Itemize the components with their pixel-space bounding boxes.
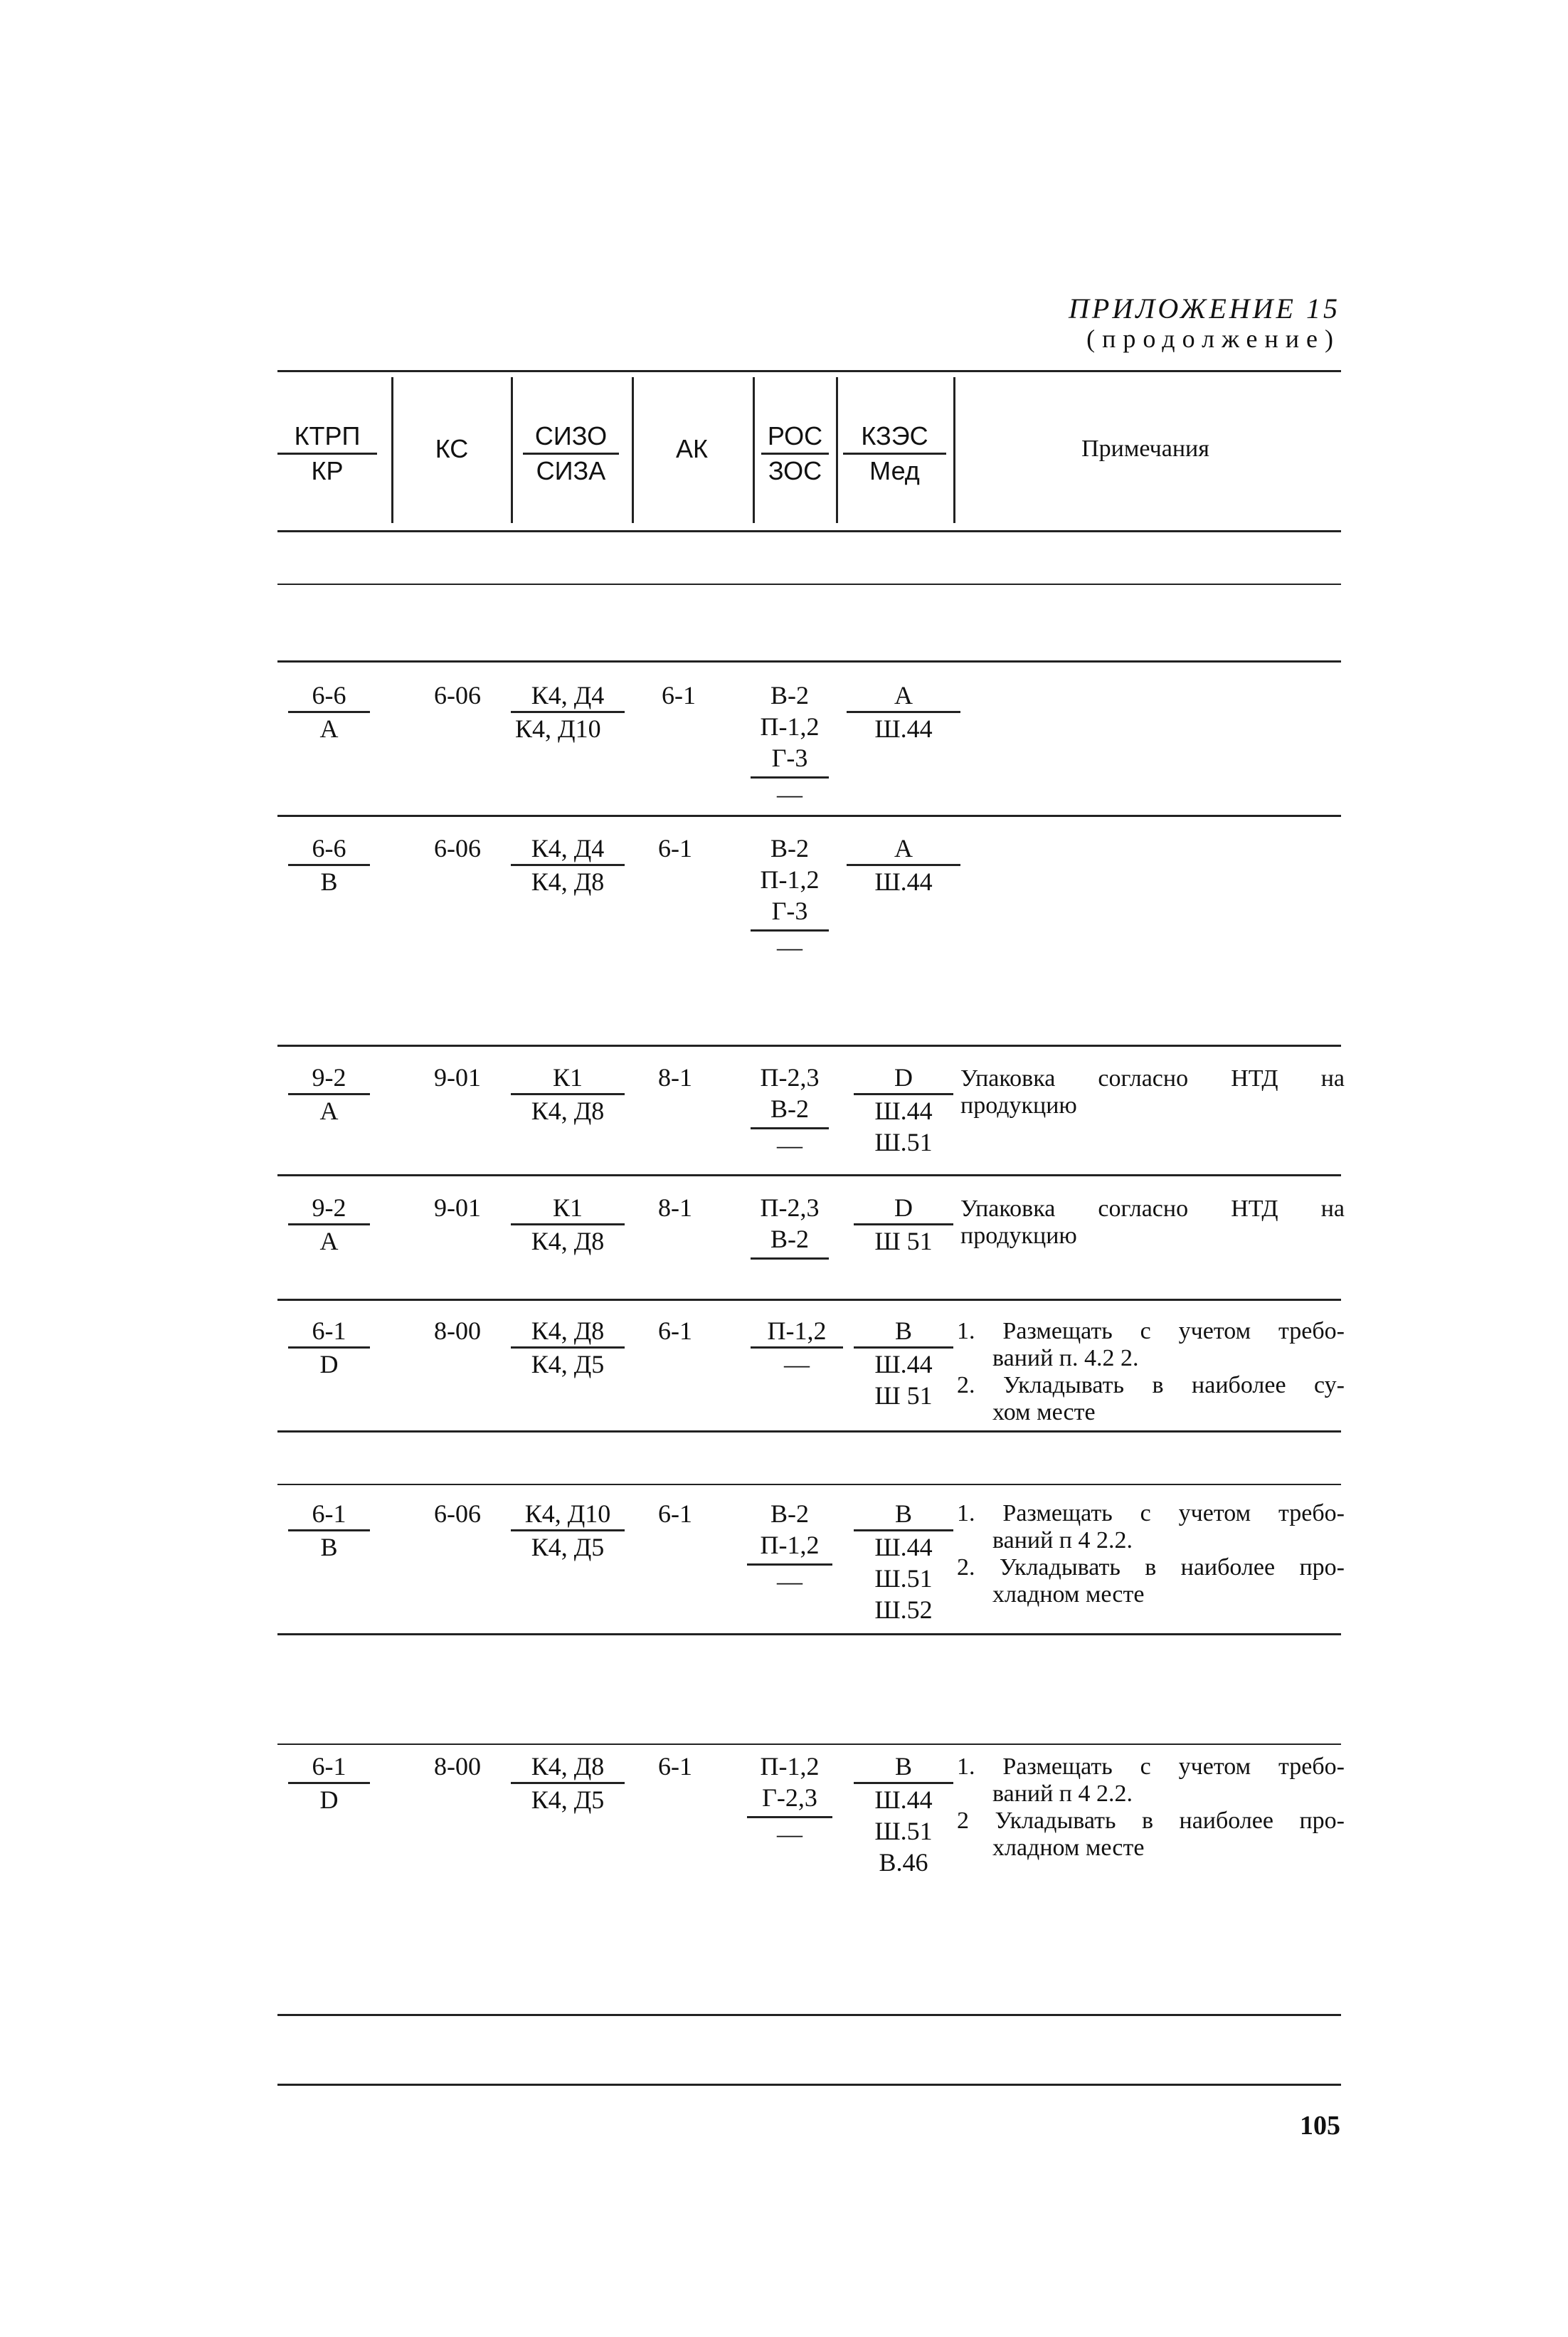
col-zos: ЗОС — [768, 456, 822, 485]
row-5-ks: 6-06 — [434, 1499, 481, 1528]
row-0-ros-line: П-1,2 — [760, 712, 820, 741]
row-6-ktrp-kr — [288, 1751, 370, 1815]
row-6-med: Ш.44 — [874, 1785, 933, 1814]
row-4-ros-zos — [751, 1315, 843, 1380]
note-line: ваний п. 4.2 2. — [992, 1345, 1139, 1371]
note-line: хладном месте — [992, 1835, 1145, 1861]
row-6-ak: 6-1 — [658, 1752, 692, 1781]
row-4-notes — [957, 1318, 1345, 1426]
row-6-kzes-med — [854, 1751, 953, 1878]
row-6-sizo-siza — [511, 1751, 625, 1815]
row-4-ktrp: 6-1 — [288, 1315, 370, 1349]
row-2-sizo-siza — [511, 1062, 625, 1127]
row-3-ak: 8-1 — [658, 1193, 692, 1222]
col-ros: РОС — [761, 420, 829, 455]
row-3-ros-line: В-2 — [770, 1225, 809, 1253]
row-1-ros-line: В-2 — [770, 834, 809, 862]
row-4-kzes: В — [854, 1315, 953, 1349]
row-2-med: Ш.51 — [874, 1128, 933, 1156]
row-6-ros-line: П-1,2 — [760, 1752, 820, 1781]
row-6-kzes: В — [854, 1751, 953, 1784]
row-4-kr: D — [319, 1350, 339, 1378]
row-4-med: Ш.44 — [874, 1350, 933, 1378]
row-0-zos: — — [777, 780, 802, 808]
row-1-ktrp-kr — [288, 833, 370, 897]
row-6-kr: D — [319, 1785, 339, 1814]
col-ks: КС — [435, 434, 469, 463]
row-3-med: Ш 51 — [874, 1227, 933, 1255]
note-line: 1. Размещать с учетом требо- — [957, 1753, 1345, 1780]
row-1-sizo: К4, Д4 — [511, 833, 625, 866]
row-0-med: Ш.44 — [874, 714, 933, 743]
row-6-ks: 8-00 — [434, 1752, 481, 1781]
row-1-ros — [726, 833, 854, 963]
col-sep — [391, 377, 393, 523]
row-5-ros-line: П-1,2 — [760, 1531, 820, 1559]
row-4-kzes-med — [854, 1315, 953, 1411]
row-0-sizo: К4, Д4 — [511, 680, 625, 713]
row-5-kzes: В — [854, 1498, 953, 1531]
col-med: Мед — [869, 456, 920, 485]
row-5-siza: К4, Д5 — [531, 1533, 605, 1561]
row-3-siza: К4, Д8 — [531, 1227, 605, 1255]
row-5-notes — [957, 1500, 1345, 1608]
note-line: 2. Укладывать в наиболее су- — [957, 1372, 1345, 1398]
row-3-kzes: D — [854, 1192, 953, 1225]
note-line: хом месте — [992, 1399, 1096, 1425]
col-sep — [511, 377, 513, 523]
col-sizo-siza — [523, 420, 619, 487]
row-3-ros-line: П-2,3 — [760, 1193, 820, 1222]
row-5-sizo-siza — [511, 1498, 625, 1563]
col-ros-zos — [761, 420, 829, 487]
row-2-kzes-med — [854, 1062, 953, 1158]
row-6-med: В.46 — [879, 1848, 928, 1877]
row-2-ros-line: П-2,3 — [760, 1063, 820, 1092]
row-2-notes — [960, 1065, 1345, 1119]
row-rule — [277, 1045, 1341, 1047]
row-1-kzes-med — [847, 833, 960, 897]
row-4-ak: 6-1 — [658, 1317, 692, 1345]
row-2-ros — [726, 1062, 854, 1161]
page-number: 105 — [1300, 2111, 1340, 2141]
row-0-ks: 6-06 — [434, 681, 481, 709]
note-line: ваний п 4 2.2. — [992, 1781, 1133, 1807]
row-5-med: Ш.51 — [874, 1564, 933, 1593]
row-4-ros: П-1,2 — [751, 1315, 843, 1349]
header-second-rule — [277, 584, 1341, 585]
col-sep — [753, 377, 755, 523]
row-0-kzes-med — [847, 680, 960, 744]
row-1-kr: В — [320, 867, 338, 896]
col-ktrp: КТРП — [277, 420, 377, 455]
note-line: ваний п 4 2.2. — [992, 1527, 1133, 1553]
row-1-med: Ш.44 — [874, 867, 933, 896]
row-3-kr: А — [319, 1227, 339, 1255]
note-line: 2. Укладывать в наиболее про- — [957, 1554, 1345, 1581]
row-rule — [277, 1743, 1341, 1745]
row-1-sizo-siza — [511, 833, 625, 897]
row-rule — [277, 1633, 1341, 1635]
row-4-sizo: К4, Д8 — [511, 1315, 625, 1349]
row-2-kr: А — [319, 1097, 339, 1125]
table-bottom-rule — [277, 2014, 1341, 2016]
col-siza: СИЗА — [536, 456, 606, 485]
row-6-ros-line: Г-2,3 — [762, 1783, 817, 1812]
row-0-ros-line: В-2 — [770, 681, 809, 709]
col-kzes: КЗЭС — [843, 420, 946, 455]
row-1-ros-line: П-1,2 — [760, 865, 820, 894]
row-2-ks: 9-01 — [434, 1063, 481, 1092]
row-3-sizo: К1 — [511, 1192, 625, 1225]
row-2-ktrp: 9-2 — [288, 1062, 370, 1095]
appendix-subtitle: (продолжение) — [1086, 325, 1340, 353]
note-line: Упаковка согласно НТД на — [960, 1196, 1345, 1222]
note-line: 1. Размещать с учетом требо- — [957, 1500, 1345, 1526]
page-bottom-rule — [277, 2084, 1341, 2086]
row-3-kzes-med — [854, 1192, 953, 1257]
row-0-ktrp-kr — [288, 680, 370, 744]
row-rule — [277, 1484, 1341, 1485]
row-5-ros — [726, 1498, 854, 1597]
row-3-sizo-siza — [511, 1192, 625, 1257]
row-3-ktrp-kr — [288, 1192, 370, 1257]
note-line: Упаковка согласно НТД на — [960, 1065, 1345, 1092]
row-1-ks: 6-06 — [434, 834, 481, 862]
table-top-rule — [277, 370, 1341, 372]
row-6-siza: К4, Д5 — [531, 1785, 605, 1814]
row-1-siza: К4, Д8 — [531, 867, 605, 896]
row-5-ktrp: 6-1 — [288, 1498, 370, 1531]
row-2-siza: К4, Д8 — [531, 1097, 605, 1125]
row-4-ks: 8-00 — [434, 1317, 481, 1345]
row-0-sizo-siza — [511, 680, 625, 744]
row-5-med: Ш.52 — [874, 1595, 933, 1624]
row-6-notes — [957, 1753, 1345, 1862]
row-3-ks: 9-01 — [434, 1193, 481, 1222]
col-sizo: СИЗО — [523, 420, 619, 455]
row-6-med: Ш.51 — [874, 1817, 933, 1845]
row-0-ros-line: Г-3 — [771, 744, 808, 772]
note-line: хладном месте — [992, 1581, 1145, 1608]
row-0-ak: 6-1 — [662, 681, 696, 709]
note-line: продукцию — [960, 1223, 1077, 1249]
row-1-ak: 6-1 — [658, 834, 692, 862]
col-sep — [953, 377, 955, 523]
row-5-kr: В — [320, 1533, 338, 1561]
row-1-zos: — — [777, 933, 802, 961]
row-6-zos: — — [777, 1820, 802, 1848]
row-4-sizo-siza — [511, 1315, 625, 1380]
row-6-sizo: К4, Д8 — [511, 1751, 625, 1784]
col-kzes-med — [843, 420, 946, 487]
row-5-med: Ш.44 — [874, 1533, 933, 1561]
row-3-ros — [726, 1192, 854, 1291]
row-3-ktrp: 9-2 — [288, 1192, 370, 1225]
row-5-ros-line: В-2 — [770, 1499, 809, 1528]
row-5-ktrp-kr — [288, 1498, 370, 1563]
row-rule — [277, 1430, 1341, 1433]
fraction-bar — [751, 1257, 829, 1260]
note-line: продукцию — [960, 1092, 1077, 1119]
row-2-med: Ш.44 — [874, 1097, 933, 1125]
row-0-ros — [726, 680, 854, 810]
row-rule — [277, 660, 1341, 663]
row-1-ktrp: 6-6 — [288, 833, 370, 866]
row-6-ros — [726, 1751, 854, 1850]
note-line: 1. Размещать с учетом требо- — [957, 1318, 1345, 1344]
row-5-sizo: К4, Д10 — [511, 1498, 625, 1531]
row-4-siza: К4, Д5 — [531, 1350, 605, 1378]
col-notes: Примечания — [1081, 436, 1209, 462]
row-2-zos: — — [777, 1131, 802, 1159]
row-2-ktrp-kr — [288, 1062, 370, 1127]
row-0-ktrp: 6-6 — [288, 680, 370, 713]
row-4-ktrp-kr — [288, 1315, 370, 1380]
row-rule — [277, 1174, 1341, 1176]
header-bottom-rule — [277, 530, 1341, 532]
row-rule — [277, 815, 1341, 817]
col-ak: АК — [676, 434, 708, 463]
row-2-sizo: К1 — [511, 1062, 625, 1095]
row-5-kzes-med — [854, 1498, 953, 1625]
row-6-ktrp: 6-1 — [288, 1751, 370, 1784]
col-sep — [632, 377, 634, 523]
appendix-title: ПРИЛОЖЕНИЕ 15 — [1069, 292, 1340, 325]
row-2-kzes: D — [854, 1062, 953, 1095]
row-0-kzes: А — [847, 680, 960, 713]
row-rule — [277, 1299, 1341, 1301]
row-5-zos: — — [777, 1567, 802, 1595]
col-sep — [836, 377, 838, 523]
row-1-ros-line: Г-3 — [771, 897, 808, 925]
row-3-notes — [960, 1196, 1345, 1250]
row-0-siza: К4, Д10 — [515, 714, 601, 743]
row-0-kr: А — [319, 714, 339, 743]
row-2-ak: 8-1 — [658, 1063, 692, 1092]
row-4-med: Ш 51 — [874, 1381, 933, 1410]
row-5-ak: 6-1 — [658, 1499, 692, 1528]
note-line: 2 Укладывать в наиболее про- — [957, 1808, 1345, 1834]
row-1-kzes: А — [847, 833, 960, 866]
col-ktrp-kr — [277, 420, 377, 487]
row-2-ros-line: В-2 — [770, 1094, 809, 1123]
row-4-zos: — — [784, 1350, 810, 1378]
col-kr: КР — [311, 456, 344, 485]
